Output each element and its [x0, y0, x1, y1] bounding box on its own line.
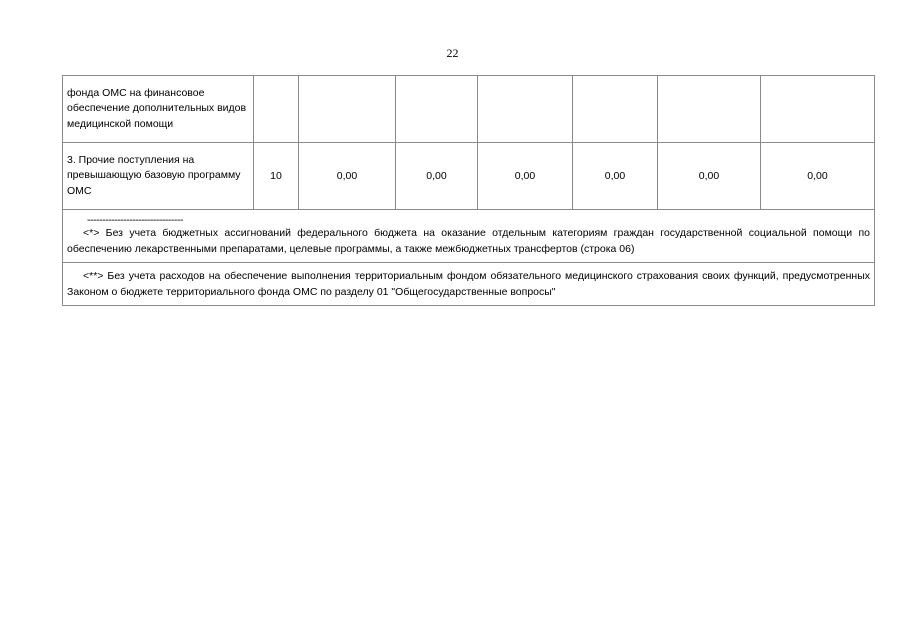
table-row — [63, 143, 875, 210]
value-cell: 0,00 — [658, 143, 761, 210]
value-cell: 0,00 — [573, 143, 658, 210]
value-cell: 0,00 — [299, 143, 396, 210]
value-cell: 0,00 — [478, 143, 573, 210]
value-cell: 0,00 — [761, 143, 875, 210]
row-code — [254, 76, 299, 143]
value-cell: 0,00 — [396, 143, 478, 210]
row-label: 3. Прочие поступления на превышающую базовую программу ОМС — [63, 143, 254, 210]
table-row — [63, 76, 875, 143]
footnote-cell — [63, 210, 875, 263]
value-cell — [478, 76, 573, 143]
row-label: фонда ОМС на финансовое обеспечение дополнительных видов медицинской помощи — [63, 76, 254, 143]
footnote-row — [63, 210, 875, 263]
value-cell — [573, 76, 658, 143]
footnote-separator: -------------------------------- — [87, 214, 183, 226]
budget-table — [62, 75, 875, 306]
value-cell — [761, 76, 875, 143]
value-cell — [299, 76, 396, 143]
value-cell — [396, 76, 478, 143]
footnote-2: <**> Без учета расходов на обеспечение выполнения территориальным фондом обязательного медицинского страхования своих функций, предусмотренных Законом о бюджете территориального фонда ОМС по разделу 01 "Общегосударственные вопросы" — [67, 270, 870, 298]
footnote-cell — [63, 263, 875, 306]
row-code: 10 — [254, 143, 299, 210]
footnote-1: <*> Без учета бюджетных ассигнований федерального бюджета на оказание отдельным категориям граждан государственной социальной помощи по обеспечению лекарственными препаратами, целевые программы, а также межбюджетных трансфертов (строка 06) — [67, 227, 870, 255]
footnote-row — [63, 263, 875, 306]
value-cell — [658, 76, 761, 143]
page-number: 22 — [446, 46, 459, 60]
